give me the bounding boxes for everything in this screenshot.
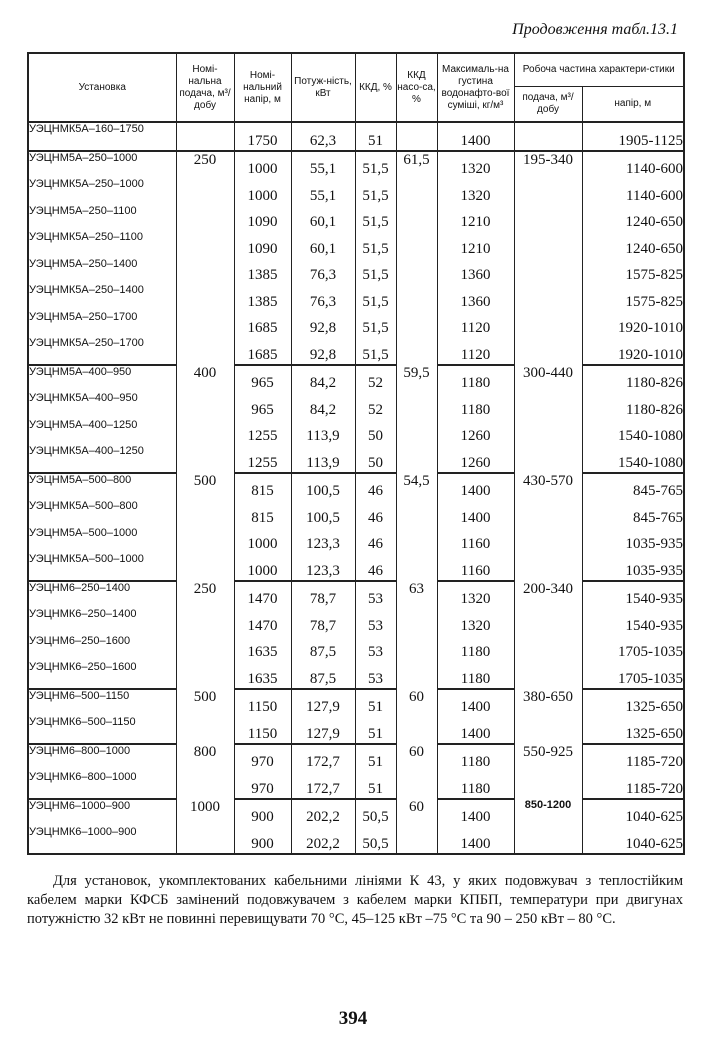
cell-nominal-head: 1090 xyxy=(234,231,291,258)
cell-installation: УЭЦНМК6–250–1400 xyxy=(28,608,176,635)
cell-power: 55,1 xyxy=(291,151,355,179)
cell-efficiency: 46 xyxy=(355,527,396,554)
table-row xyxy=(28,258,684,285)
cell-working-feed: 380-650 xyxy=(514,689,582,744)
table-row xyxy=(28,178,684,205)
cell-efficiency: 51,5 xyxy=(355,284,396,311)
table-row xyxy=(28,284,684,311)
cell-working-feed: 430-570 xyxy=(514,473,582,581)
cell-power: 62,3 xyxy=(291,122,355,151)
table-row xyxy=(28,122,684,151)
cell-nominal-head: 965 xyxy=(234,392,291,419)
cell-efficiency: 50,5 xyxy=(355,826,396,854)
cell-efficiency: 51 xyxy=(355,689,396,717)
cell-max-density: 1400 xyxy=(437,826,514,854)
table-row xyxy=(28,771,684,799)
cell-nominal-head: 1685 xyxy=(234,337,291,365)
cell-installation: УЭЦНМ5А–500–800 xyxy=(28,473,176,501)
cell-nominal-head: 1635 xyxy=(234,635,291,662)
cell-power: 113,9 xyxy=(291,419,355,446)
cell-nominal-head: 1000 xyxy=(234,151,291,179)
cell-nominal-head: 900 xyxy=(234,799,291,827)
cell-pump-efficiency: 60 xyxy=(396,744,437,799)
table-row xyxy=(28,581,684,609)
table-row xyxy=(28,661,684,689)
cell-installation: УЭЦНМ5А–250–1000 xyxy=(28,151,176,179)
cell-efficiency: 50 xyxy=(355,419,396,446)
cell-efficiency: 52 xyxy=(355,365,396,393)
cell-max-density: 1180 xyxy=(437,635,514,662)
cell-max-density: 1400 xyxy=(437,500,514,527)
table-row xyxy=(28,419,684,446)
header-efficiency: ККД, % xyxy=(355,53,396,122)
cell-working-head: 1920-1010 xyxy=(582,311,684,338)
cell-installation: УЭЦНМК5А–500–800 xyxy=(28,500,176,527)
cell-working-head: 1185-720 xyxy=(582,744,684,772)
cell-installation: УЭЦНМК5А–500–1000 xyxy=(28,553,176,581)
table-body xyxy=(28,122,684,854)
cell-efficiency: 51 xyxy=(355,122,396,151)
cell-installation: УЭЦНМК6–1000–900 xyxy=(28,826,176,854)
cell-nominal-head: 1385 xyxy=(234,258,291,285)
cell-power: 55,1 xyxy=(291,178,355,205)
header-pump-efficiency: ККД насо-са, % xyxy=(396,53,437,122)
cell-max-density: 1400 xyxy=(437,473,514,501)
cell-pump-efficiency: 61,5 xyxy=(396,151,437,365)
cell-power: 60,1 xyxy=(291,231,355,258)
cell-working-head: 1035-935 xyxy=(582,553,684,581)
cell-nominal-head: 1000 xyxy=(234,527,291,554)
cell-power: 84,2 xyxy=(291,392,355,419)
header-installation: Установка xyxy=(28,53,176,122)
cell-power: 202,2 xyxy=(291,799,355,827)
cell-max-density: 1360 xyxy=(437,284,514,311)
cell-installation: УЭЦНМ6–250–1600 xyxy=(28,635,176,662)
cell-max-density: 1320 xyxy=(437,178,514,205)
cell-nominal-head: 900 xyxy=(234,826,291,854)
table-row xyxy=(28,205,684,232)
cell-power: 100,5 xyxy=(291,473,355,501)
cell-nominal-head: 1150 xyxy=(234,689,291,717)
cell-efficiency: 51,5 xyxy=(355,178,396,205)
cell-efficiency: 51,5 xyxy=(355,258,396,285)
table-row xyxy=(28,527,684,554)
cell-power: 84,2 xyxy=(291,365,355,393)
cell-pump-efficiency: 60 xyxy=(396,799,437,854)
cell-installation: УЭЦНМК5А–250–1100 xyxy=(28,231,176,258)
cell-power: 78,7 xyxy=(291,581,355,609)
cell-installation: УЭЦНМ5А–250–1100 xyxy=(28,205,176,232)
cell-installation: УЭЦНМ5А–250–1400 xyxy=(28,258,176,285)
table-row xyxy=(28,473,684,501)
cell-nominal-head: 1090 xyxy=(234,205,291,232)
cell-power: 60,1 xyxy=(291,205,355,232)
cell-max-density: 1320 xyxy=(437,581,514,609)
cell-working-head: 845-765 xyxy=(582,473,684,501)
table-caption: Продовження табл.13.1 xyxy=(512,21,678,38)
cell-nominal-head: 965 xyxy=(234,365,291,393)
cell-nominal-head: 1255 xyxy=(234,445,291,473)
cell-installation: УЭЦНМ5А–400–1250 xyxy=(28,419,176,446)
cell-power: 87,5 xyxy=(291,635,355,662)
cell-working-head: 1185-720 xyxy=(582,771,684,799)
table-note: Для установок, укомплектованих кабельними лініями К 43, у яких подовжувач з теплостійким кабелем марки КФСБ замінений подовжувачем з кабелем марки КПБП, температури при двигунах потужністю 32 кВт не повинні перевищувати 70 °С, 45–125 кВт –75 °С та 90 – 250 кВт – 80 °С. xyxy=(27,873,683,927)
cell-installation: УЭЦНМК6–500–1150 xyxy=(28,716,176,744)
table-row xyxy=(28,689,684,717)
cell-nominal-head: 1000 xyxy=(234,553,291,581)
cell-max-density: 1360 xyxy=(437,258,514,285)
cell-nominal-feed: 250 xyxy=(176,581,234,689)
cell-efficiency: 50 xyxy=(355,445,396,473)
cell-nominal-feed: 1000 xyxy=(176,799,234,854)
table-row xyxy=(28,445,684,473)
cell-working-feed: 850-1200 xyxy=(514,799,582,854)
cell-nominal-feed xyxy=(176,122,234,151)
cell-working-head: 1240-650 xyxy=(582,231,684,258)
cell-power: 127,9 xyxy=(291,689,355,717)
table-row xyxy=(28,337,684,365)
cell-working-head: 1040-625 xyxy=(582,799,684,827)
cell-installation: УЭЦНМ6–500–1150 xyxy=(28,689,176,717)
cell-nominal-feed: 250 xyxy=(176,151,234,365)
cell-max-density: 1400 xyxy=(437,689,514,717)
table-row xyxy=(28,826,684,854)
table-row xyxy=(28,231,684,258)
table-row xyxy=(28,500,684,527)
cell-installation: УЭЦНМК6–800–1000 xyxy=(28,771,176,799)
cell-max-density: 1210 xyxy=(437,231,514,258)
cell-working-head: 1920-1010 xyxy=(582,337,684,365)
cell-working-head: 1705-1035 xyxy=(582,661,684,689)
cell-efficiency: 51,5 xyxy=(355,151,396,179)
cell-nominal-head: 1385 xyxy=(234,284,291,311)
cell-nominal-head: 1255 xyxy=(234,419,291,446)
cell-max-density: 1180 xyxy=(437,365,514,393)
cell-working-head: 1180-826 xyxy=(582,365,684,393)
cell-working-head: 1035-935 xyxy=(582,527,684,554)
cell-nominal-feed: 500 xyxy=(176,689,234,744)
cell-nominal-feed: 400 xyxy=(176,365,234,473)
cell-working-head: 1325-650 xyxy=(582,716,684,744)
cell-power: 123,3 xyxy=(291,553,355,581)
cell-efficiency: 51,5 xyxy=(355,205,396,232)
cell-nominal-feed: 800 xyxy=(176,744,234,799)
cell-nominal-head: 815 xyxy=(234,473,291,501)
cell-efficiency: 51 xyxy=(355,744,396,772)
cell-pump-efficiency: 63 xyxy=(396,581,437,689)
cell-nominal-head: 1685 xyxy=(234,311,291,338)
cell-nominal-head: 1470 xyxy=(234,608,291,635)
cell-working-feed: 200-340 xyxy=(514,581,582,689)
cell-max-density: 1160 xyxy=(437,527,514,554)
cell-working-head: 1325-650 xyxy=(582,689,684,717)
cell-working-head: 1140-600 xyxy=(582,151,684,179)
table-row xyxy=(28,392,684,419)
cell-efficiency: 51 xyxy=(355,771,396,799)
cell-efficiency: 52 xyxy=(355,392,396,419)
cell-max-density: 1180 xyxy=(437,771,514,799)
cell-working-head: 1540-1080 xyxy=(582,419,684,446)
cell-max-density: 1400 xyxy=(437,799,514,827)
cell-nominal-head: 1750 xyxy=(234,122,291,151)
cell-max-density: 1180 xyxy=(437,392,514,419)
cell-power: 78,7 xyxy=(291,608,355,635)
cell-installation: УЭЦНМК5А–400–1250 xyxy=(28,445,176,473)
pump-table xyxy=(27,52,685,855)
cell-installation: УЭЦНМ5А–400–950 xyxy=(28,365,176,393)
cell-power: 100,5 xyxy=(291,500,355,527)
cell-efficiency: 53 xyxy=(355,581,396,609)
cell-working-feed: 550-925 xyxy=(514,744,582,799)
cell-installation: УЭЦНМ6–800–1000 xyxy=(28,744,176,772)
header-nominal-head: Номі-нальний напір, м xyxy=(234,53,291,122)
cell-nominal-head: 815 xyxy=(234,500,291,527)
cell-efficiency: 53 xyxy=(355,635,396,662)
cell-efficiency: 53 xyxy=(355,608,396,635)
header-max-density: Максималь-на густина водонафто-вої суміші, кг/м³ xyxy=(437,53,514,122)
cell-nominal-head: 1470 xyxy=(234,581,291,609)
cell-installation: УЭЦНМ6–1000–900 xyxy=(28,799,176,827)
cell-working-head: 845-765 xyxy=(582,500,684,527)
cell-power: 92,8 xyxy=(291,311,355,338)
cell-installation: УЭЦНМ6–250–1400 xyxy=(28,581,176,609)
cell-max-density: 1320 xyxy=(437,151,514,179)
table-row xyxy=(28,151,684,179)
cell-max-density: 1120 xyxy=(437,337,514,365)
cell-max-density: 1400 xyxy=(437,122,514,151)
cell-nominal-head: 1000 xyxy=(234,178,291,205)
cell-installation: УЭЦНМ5А–500–1000 xyxy=(28,527,176,554)
cell-max-density: 1260 xyxy=(437,445,514,473)
header-working-range: Робоча частина характери-стики xyxy=(514,53,684,87)
cell-working-feed: 300-440 xyxy=(514,365,582,473)
cell-efficiency: 51 xyxy=(355,716,396,744)
cell-working-head: 1140-600 xyxy=(582,178,684,205)
table-row xyxy=(28,799,684,827)
cell-power: 87,5 xyxy=(291,661,355,689)
cell-max-density: 1320 xyxy=(437,608,514,635)
cell-installation: УЭЦНМК5А–250–1000 xyxy=(28,178,176,205)
table-row xyxy=(28,716,684,744)
cell-pump-efficiency: 60 xyxy=(396,689,437,744)
cell-working-head: 1180-826 xyxy=(582,392,684,419)
cell-efficiency: 46 xyxy=(355,553,396,581)
cell-nominal-head: 1150 xyxy=(234,716,291,744)
cell-max-density: 1260 xyxy=(437,419,514,446)
header-nominal-feed: Номі-нальна подача, м³/добу xyxy=(176,53,234,122)
cell-power: 123,3 xyxy=(291,527,355,554)
cell-nominal-head: 970 xyxy=(234,771,291,799)
cell-efficiency: 53 xyxy=(355,661,396,689)
cell-installation: УЭЦНМК5А–400–950 xyxy=(28,392,176,419)
cell-installation: УЭЦНМК5А–160–1750 xyxy=(28,122,176,151)
cell-working-head: 1705-1035 xyxy=(582,635,684,662)
table-row xyxy=(28,635,684,662)
cell-working-head: 1540-1080 xyxy=(582,445,684,473)
header-working-feed: подача, м³/добу xyxy=(514,87,582,123)
cell-max-density: 1400 xyxy=(437,716,514,744)
cell-power: 127,9 xyxy=(291,716,355,744)
cell-installation: УЭЦНМ5А–250–1700 xyxy=(28,311,176,338)
page-number: 394 xyxy=(338,1008,368,1029)
cell-efficiency: 51,5 xyxy=(355,231,396,258)
cell-max-density: 1180 xyxy=(437,744,514,772)
cell-power: 76,3 xyxy=(291,258,355,285)
table-row xyxy=(28,553,684,581)
cell-installation: УЭЦНМК5А–250–1700 xyxy=(28,337,176,365)
cell-efficiency: 51,5 xyxy=(355,311,396,338)
cell-efficiency: 51,5 xyxy=(355,337,396,365)
cell-pump-efficiency xyxy=(396,122,437,151)
cell-working-head: 1540-935 xyxy=(582,581,684,609)
table-row xyxy=(28,608,684,635)
cell-working-feed: 195-340 xyxy=(514,151,582,365)
cell-nominal-head: 1635 xyxy=(234,661,291,689)
cell-working-head: 1575-825 xyxy=(582,258,684,285)
cell-pump-efficiency: 54,5 xyxy=(396,473,437,581)
cell-working-head: 1240-650 xyxy=(582,205,684,232)
header-working-head: напір, м xyxy=(582,87,684,123)
cell-nominal-feed: 500 xyxy=(176,473,234,581)
cell-power: 202,2 xyxy=(291,826,355,854)
cell-working-head: 1905-1125 xyxy=(582,122,684,151)
table-row xyxy=(28,365,684,393)
cell-max-density: 1180 xyxy=(437,661,514,689)
cell-max-density: 1120 xyxy=(437,311,514,338)
cell-pump-efficiency: 59,5 xyxy=(396,365,437,473)
header-power: Потуж-ність, кВт xyxy=(291,53,355,122)
cell-working-feed xyxy=(514,122,582,151)
cell-working-head: 1040-625 xyxy=(582,826,684,854)
cell-efficiency: 46 xyxy=(355,500,396,527)
cell-power: 172,7 xyxy=(291,771,355,799)
cell-power: 113,9 xyxy=(291,445,355,473)
table-row xyxy=(28,744,684,772)
cell-installation: УЭЦНМК5А–250–1400 xyxy=(28,284,176,311)
cell-power: 172,7 xyxy=(291,744,355,772)
cell-installation: УЭЦНМК6–250–1600 xyxy=(28,661,176,689)
cell-working-head: 1575-825 xyxy=(582,284,684,311)
cell-efficiency: 50,5 xyxy=(355,799,396,827)
cell-working-head: 1540-935 xyxy=(582,608,684,635)
cell-max-density: 1210 xyxy=(437,205,514,232)
cell-power: 76,3 xyxy=(291,284,355,311)
table-row xyxy=(28,311,684,338)
cell-max-density: 1160 xyxy=(437,553,514,581)
cell-nominal-head: 970 xyxy=(234,744,291,772)
cell-efficiency: 46 xyxy=(355,473,396,501)
cell-power: 92,8 xyxy=(291,337,355,365)
